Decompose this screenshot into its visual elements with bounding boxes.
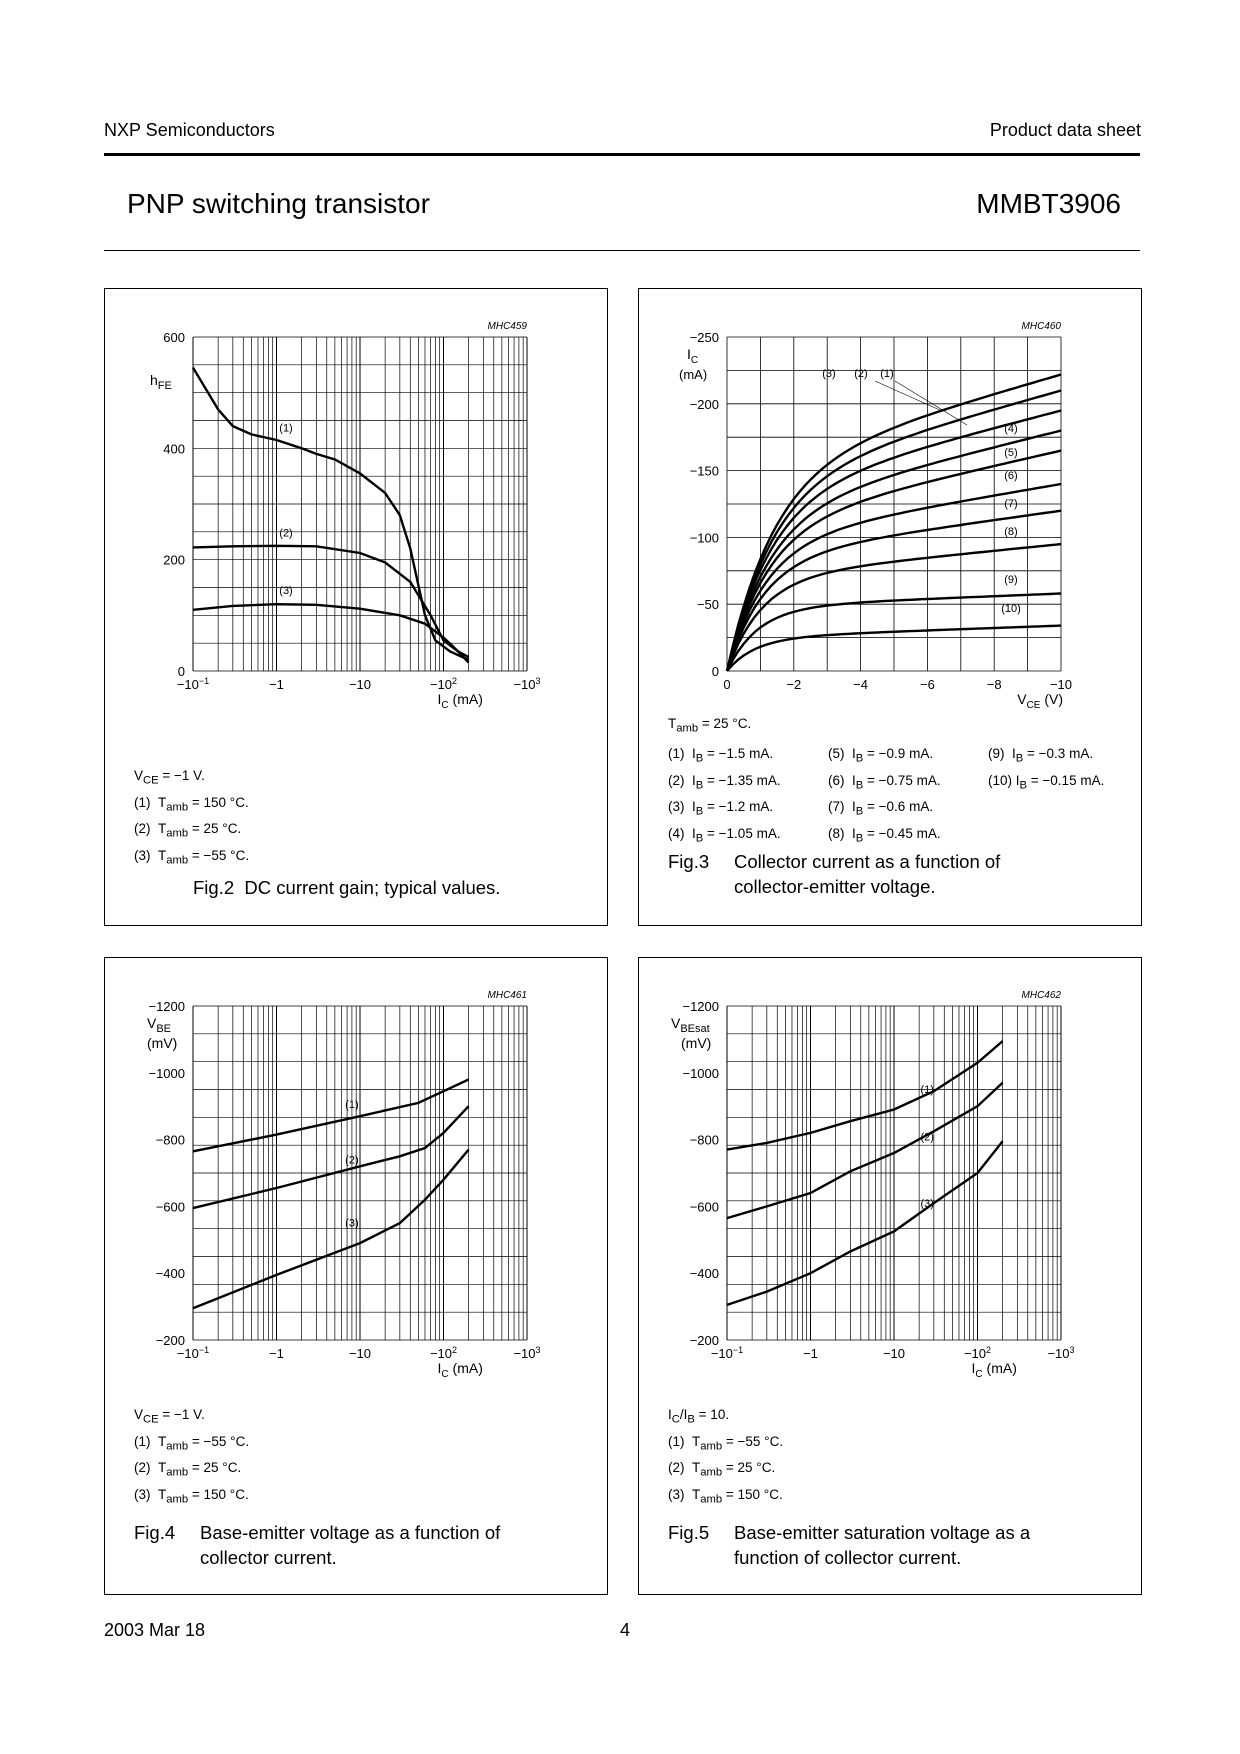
footer-date: 2003 Mar 18 — [104, 1620, 206, 1640]
note-line: (4) $I_B = -1.05$ mA. — [668, 826, 781, 845]
note-line: (2) $T_{amb} = 25$ °C. — [134, 821, 242, 841]
x-tick-label: $-10^{-1}$ — [710, 1345, 744, 1361]
note-line: (10) $I_B = -0.15$ mA. — [988, 772, 1105, 792]
series-label-2: (2) — [920, 1131, 934, 1144]
series-line-2 — [727, 1083, 1003, 1218]
doc-type: Product data sheet — [989, 120, 1141, 140]
series-label-5: (5) — [1004, 447, 1018, 459]
series-label-7: (7) — [1004, 498, 1018, 510]
series-line-3 — [193, 604, 469, 662]
x-tick-label: −10 — [1049, 677, 1073, 692]
x-tick-label: −1 — [803, 1346, 818, 1361]
series-label-1: (1) — [279, 422, 293, 435]
x-tick-label: $-10^{-1}$ — [176, 676, 210, 692]
note-line: $V_{CE} = -1$ V. — [134, 1407, 205, 1426]
company-name: NXP Semiconductors — [104, 120, 275, 140]
y-tick-label: −50 — [696, 597, 719, 613]
y-tick-label: −150 — [689, 463, 719, 479]
figure-5-notes — [668, 1404, 783, 1511]
figure-4-caption — [134, 1520, 500, 1570]
x-tick-label: 0 — [723, 677, 731, 692]
y-tick-label: −1200 — [148, 999, 185, 1014]
y-axis-label: $h_{FE}$ — [150, 372, 172, 392]
x-tick-label: −4 — [853, 677, 869, 692]
y-tick-label: 0 — [177, 664, 185, 679]
x-tick-label: −1 — [269, 677, 284, 692]
note-line: (8) $I_B = -0.45$ mA. — [828, 826, 941, 845]
figure-3-panel — [638, 288, 1142, 926]
title-rule — [104, 250, 1140, 251]
y-tick-label: −600 — [689, 1199, 719, 1215]
note-line: (2) $T_{amb} = 25$ °C. — [134, 1460, 242, 1480]
series-label-4: (4) — [1004, 423, 1018, 435]
y-tick-label: 200 — [163, 552, 185, 568]
x-tick-label: $-10^2$ — [429, 676, 458, 692]
figure-4-panel — [104, 957, 608, 1595]
figure-3-caption — [668, 849, 1000, 899]
series-label-3: (3) — [920, 1198, 934, 1211]
x-tick-label: $-10^3$ — [513, 676, 541, 692]
y-tick-label: −250 — [689, 330, 719, 345]
y-axis-label: $I_C$ — [687, 346, 699, 366]
series-line-1 — [193, 368, 469, 660]
note-line: $I_C/I_B = 10$. — [668, 1407, 730, 1426]
x-tick-label: −8 — [986, 677, 1002, 692]
note-line: (5) $I_B = -0.9$ mA. — [828, 746, 934, 765]
y-axis-label: (mV) — [147, 1035, 178, 1051]
series-label-1: (1) — [345, 1098, 359, 1111]
x-tick-label: −10 — [882, 1346, 906, 1361]
caption-text: Base-emitter saturation voltage as a function of collector current. — [734, 1522, 1031, 1568]
caption-label: Fig.3 — [668, 851, 710, 872]
product-title: PNP switching transistor — [127, 188, 430, 219]
y-tick-label: −800 — [689, 1132, 719, 1148]
note-line — [988, 823, 1128, 850]
x-tick-label: $-10^{-1}$ — [176, 1345, 210, 1361]
figure-5-caption — [668, 1520, 1030, 1570]
y-tick-label: −200 — [155, 1333, 185, 1348]
figure-3-notes — [668, 743, 1128, 850]
figure-2-caption — [193, 875, 500, 900]
y-tick-label: −100 — [689, 530, 719, 546]
y-tick-label: −400 — [689, 1266, 719, 1282]
series-line-1 — [193, 1080, 469, 1152]
note-line: (3) $T_{amb} = 150$ °C. — [668, 1487, 783, 1506]
figure-code: MHC462 — [1021, 990, 1061, 1001]
y-tick-label: −1000 — [682, 1065, 719, 1081]
series-label-8: (8) — [1004, 526, 1018, 538]
note-line: (6) $I_B = -0.75$ mA. — [828, 772, 941, 792]
y-axis-label: (mV) — [681, 1035, 712, 1051]
note-line: (2) $T_{amb} = 25$ °C. — [668, 1460, 776, 1480]
x-tick-label: $-10^3$ — [1047, 1345, 1075, 1361]
figure-3-temp-note: $T_{amb} = 25$ °C. — [668, 716, 752, 735]
x-tick-label: −1 — [269, 1346, 284, 1361]
caption-text: Collector current as a function of collector-emitter voltage. — [734, 851, 1001, 897]
caption-text: DC current gain; typical values. — [244, 877, 501, 898]
y-axis-unit: (mA) — [679, 367, 708, 382]
y-tick-label: −200 — [689, 396, 719, 412]
series-label-3: (3) — [279, 585, 293, 598]
series-line-1 — [727, 1041, 1003, 1150]
footer-page: 4 — [620, 1620, 631, 1640]
y-axis-label: $V_{BE}$ — [147, 1015, 172, 1035]
x-tick-label: −10 — [348, 677, 372, 692]
part-number: MMBT3906 — [976, 188, 1121, 219]
note-line: (2) $I_B = -1.35$ mA. — [668, 772, 781, 792]
y-tick-label: −1000 — [148, 1065, 185, 1081]
leader-line — [875, 381, 942, 411]
x-tick-label: −2 — [786, 677, 802, 692]
caption-label: Fig.4 — [134, 1522, 176, 1543]
note-line: (3) $T_{amb} = 150$ °C. — [134, 1487, 249, 1506]
x-axis-label: $I_C$ (mA) — [437, 1360, 483, 1380]
series-label-2: (2) — [345, 1154, 359, 1167]
figure-code: MHC459 — [487, 321, 527, 332]
x-tick-label: $-10^3$ — [513, 1345, 541, 1361]
x-tick-label: $-10^2$ — [963, 1345, 992, 1361]
note-line: (9) $I_B = -0.3$ mA. — [988, 746, 1094, 765]
y-axis-label: $V_{BEsat}$ — [671, 1015, 710, 1035]
series-label-2: (2) — [854, 368, 868, 380]
figure-code: MHC460 — [1021, 321, 1061, 332]
series-label-1: (1) — [920, 1083, 934, 1096]
note-line: (1) $T_{amb} = 150$ °C. — [134, 794, 249, 814]
caption-text: Base-emitter voltage as a function of collector current. — [200, 1522, 501, 1568]
note-line — [988, 796, 1128, 823]
series-label-1: (1) — [880, 368, 894, 380]
note-line: $V_{CE} = -1$ V. — [134, 768, 205, 787]
figure-2-panel — [104, 288, 608, 926]
note-line: (1) $I_B = -1.5$ mA. — [668, 746, 774, 765]
note-line: (3) $T_{amb} = -55$ °C. — [134, 848, 250, 867]
figure-4-notes — [134, 1404, 249, 1511]
series-label-10: (10) — [1001, 603, 1021, 615]
y-tick-label: −800 — [155, 1132, 185, 1148]
x-axis-label: $V_{CE}$ (V) — [1017, 691, 1063, 711]
y-tick-label: −200 — [689, 1333, 719, 1348]
note-line: (3) $I_B = -1.2$ mA. — [668, 799, 774, 819]
series-label-3: (3) — [822, 368, 836, 380]
figure-2-notes — [134, 765, 249, 872]
caption-label: Fig.5 — [668, 1522, 710, 1543]
series-label-6: (6) — [1004, 470, 1018, 482]
y-tick-label: 600 — [163, 330, 185, 345]
x-axis-label: $I_C$ (mA) — [437, 691, 483, 711]
y-tick-label: 400 — [163, 441, 185, 457]
x-tick-label: −10 — [348, 1346, 372, 1361]
y-tick-label: 0 — [711, 664, 719, 679]
caption-label: Fig.2 — [193, 877, 235, 898]
series-line-2 — [193, 546, 469, 657]
y-tick-label: −1200 — [682, 999, 719, 1014]
note-line: (1) $T_{amb} = -55$ °C. — [668, 1433, 784, 1453]
leader-line — [895, 381, 967, 425]
series-label-2: (2) — [279, 527, 293, 540]
header-rule — [104, 153, 1140, 156]
series-label-3: (3) — [345, 1217, 359, 1230]
x-tick-label: −6 — [919, 677, 935, 692]
x-tick-label: $-10^2$ — [429, 1345, 458, 1361]
figure-code: MHC461 — [487, 990, 527, 1001]
note-line: (7) $I_B = -0.6$ mA. — [828, 799, 934, 819]
figure-5-panel — [638, 957, 1142, 1595]
series-label-9: (9) — [1004, 574, 1018, 586]
x-axis-label: $I_C$ (mA) — [971, 1360, 1017, 1380]
y-tick-label: −600 — [155, 1199, 185, 1215]
y-tick-label: −400 — [155, 1266, 185, 1282]
note-line: (1) $T_{amb} = -55$ °C. — [134, 1433, 250, 1453]
